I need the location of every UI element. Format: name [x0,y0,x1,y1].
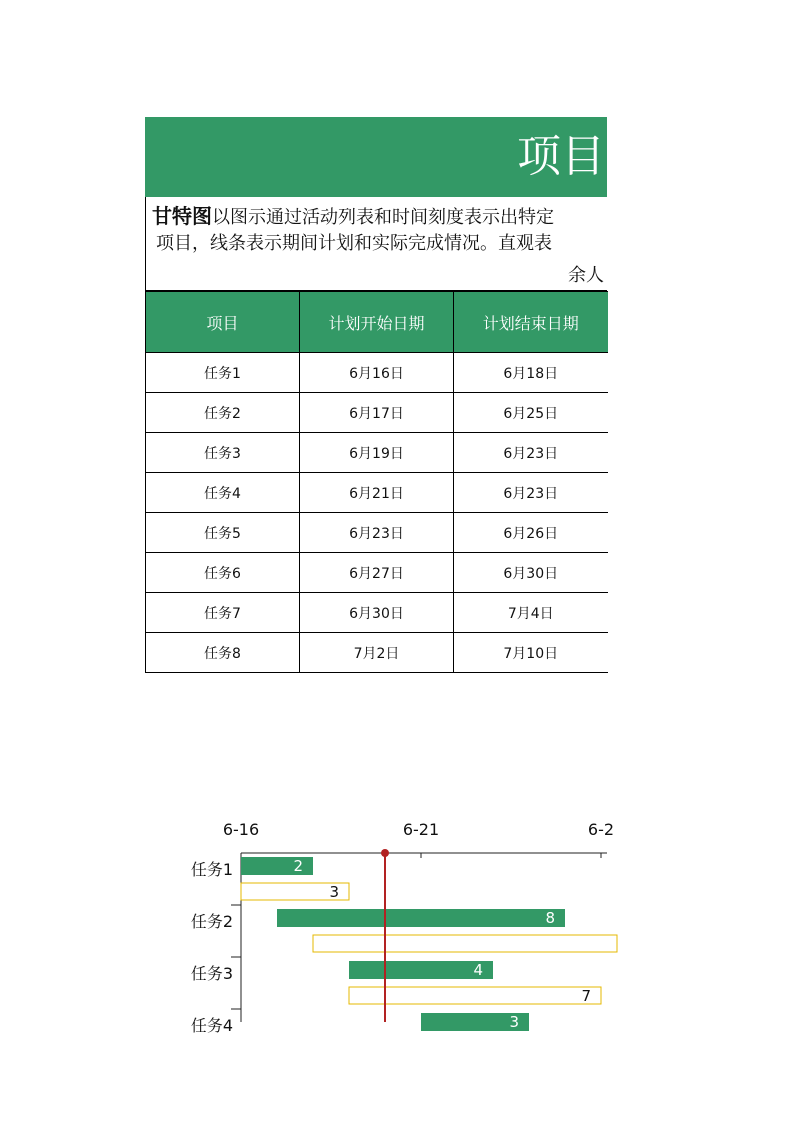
cell-start: 6月23日 [300,513,454,553]
plan-bar [277,909,565,927]
gantt-sheet [145,117,607,673]
plan-bar [349,961,493,979]
actual-bar-label: 3 [329,883,339,901]
cell-start: 6月30日 [300,593,454,633]
gantt-chart-svg [170,808,615,1035]
table-header-row [146,292,608,353]
header-project: 项目 [146,292,300,353]
cell-end: 6月18日 [454,353,608,393]
table-row [146,593,608,633]
y-category-label: 任务2 [190,912,233,931]
plan-bar-label: 2 [293,857,303,875]
description-line-1 [152,203,554,231]
actual-bar-label: 7 [581,987,591,1005]
today-marker-dot [381,849,389,857]
y-category-label: 任务3 [190,964,233,983]
table-row [146,433,608,473]
cell-start: 6月19日 [300,433,454,473]
cell-start: 6月17日 [300,393,454,433]
cell-task: 任务2 [146,393,300,433]
cell-start: 6月16日 [300,353,454,393]
title-bar [145,117,607,197]
gantt-chart [170,808,615,1035]
cell-task: 任务7 [146,593,300,633]
table-row [146,513,608,553]
cell-task: 任务6 [146,553,300,593]
description-text-1: 以图示通过活动列表和时间刻度表示出特定 [212,207,554,228]
description-bold: 甘特图 [152,204,212,228]
cell-end: 6月23日 [454,433,608,473]
cell-task: 任务4 [146,473,300,513]
table-row [146,393,608,433]
table-row [146,553,608,593]
table-row [146,633,608,673]
header-plan-end: 计划结束日期 [454,292,608,353]
table-row [146,473,608,513]
cell-end: 6月23日 [454,473,608,513]
cell-task: 任务8 [146,633,300,673]
cell-end: 7月10日 [454,633,608,673]
x-tick-label: 6-21 [402,820,440,839]
cell-start: 7月2日 [300,633,454,673]
cell-task: 任务3 [146,433,300,473]
plan-bar-label: 3 [509,1013,519,1031]
table-row [146,353,608,393]
cell-end: 6月25日 [454,393,608,433]
y-category-label: 任务1 [190,860,233,879]
actual-bar [313,935,617,952]
x-tick-label: 6-16 [222,820,260,839]
header-plan-start: 计划开始日期 [300,292,454,353]
cell-end: 6月26日 [454,513,608,553]
description-block [145,197,607,291]
description-line-3: 余人 [568,265,604,286]
cell-start: 6月27日 [300,553,454,593]
description-line-2: 项目，线条表示期间计划和实际完成情况。直观表 [156,233,552,254]
actual-bar [349,987,601,1004]
cell-start: 6月21日 [300,473,454,513]
task-table [145,291,608,673]
cell-end: 6月30日 [454,553,608,593]
plan-bar-label: 8 [545,909,555,927]
cell-task: 任务1 [146,353,300,393]
x-tick-label: 6-2 [587,820,615,839]
page-title: 项目 [517,131,605,182]
cell-end: 7月4日 [454,593,608,633]
cell-task: 任务5 [146,513,300,553]
y-category-label: 任务4 [190,1016,233,1035]
plan-bar-label: 4 [473,961,483,979]
